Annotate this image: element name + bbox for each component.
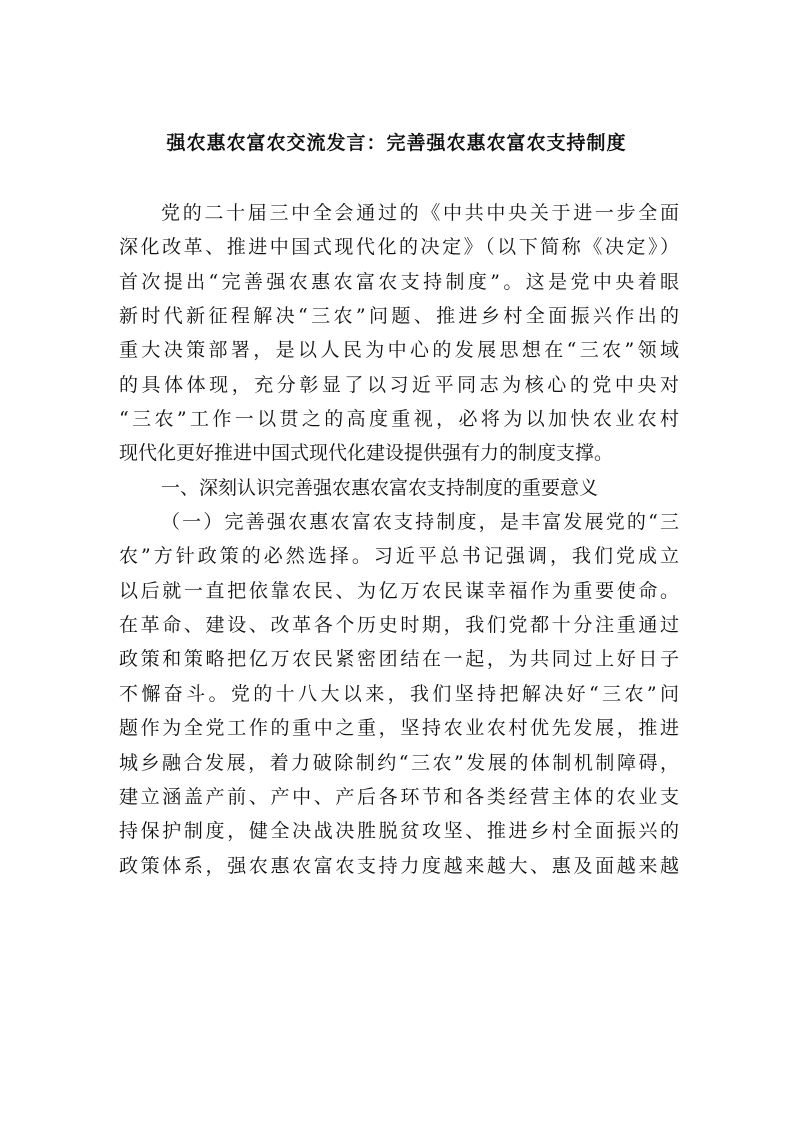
paragraph-line: 首次提出“完善强农惠农富农支持制度”。这是党中央着眼 [119, 270, 679, 293]
paragraph-line: 政策和策略把亿万农民紧密团结在一起，为共同过上好日子 [119, 648, 679, 671]
paragraph-line: 政策体系，强农惠农富农支持力度越来越大、惠及面越来越 [119, 854, 679, 877]
paragraph-line: 的具体体现，充分彰显了以习近平同志为核心的党中央对 [119, 373, 679, 396]
paragraph-line: 重大决策部署，是以人民为中心的发展思想在“三农”领域 [119, 339, 679, 362]
paragraph-line: 建立涵盖产前、产中、产后各环节和各类经营主体的农业支 [119, 785, 679, 808]
paragraph-line: 农”方针政策的必然选择。习近平总书记强调，我们党成立 [119, 545, 679, 568]
paragraph-line: 党的二十届三中全会通过的《中共中央关于进一步全面 [161, 202, 679, 224]
paragraph-line: “三农”工作一以贯之的高度重视，必将为以加快农业农村 [119, 408, 679, 431]
paragraph-line: 持保护制度，健全决战决胜脱贫攻坚、推进乡村全面振兴的 [119, 820, 679, 843]
paragraph-line: 在革命、建设、改革各个历史时期，我们党都十分注重通过 [119, 614, 679, 637]
document-body [119, 196, 679, 883]
paragraph-line: 现代化更好推进中国式现代化建设提供强有力的制度支撑。 [119, 442, 614, 465]
paragraph-line: 题作为全党工作的重中之重，坚持农业农村优先发展，推进 [119, 717, 679, 740]
paragraph-line: （一）完善强农惠农富农支持制度，是丰富发展党的“三 [161, 511, 679, 534]
paragraph-line: 城乡融合发展，着力破除制约“三农”发展的体制机制障碍， [119, 751, 679, 774]
document-title: 强农惠农富农交流发言：完善强农惠农富农支持制度 [166, 132, 627, 154]
paragraph-line: 新时代新征程解决“三农”问题、推进乡村全面振兴作出的 [119, 305, 679, 328]
paragraph-line: 以后就一直把依靠农民、为亿万农民谋幸福作为重要使命。 [119, 579, 679, 602]
section-heading: 一、深刻认识完善强农惠农富农支持制度的重要意义 [161, 476, 599, 499]
paragraph-line: 深化改革、推进中国式现代化的决定》（以下简称《决定》） [119, 236, 679, 259]
paragraph-line: 不懈奋斗。党的十八大以来，我们坚持把解决好“三农”问 [119, 682, 679, 705]
